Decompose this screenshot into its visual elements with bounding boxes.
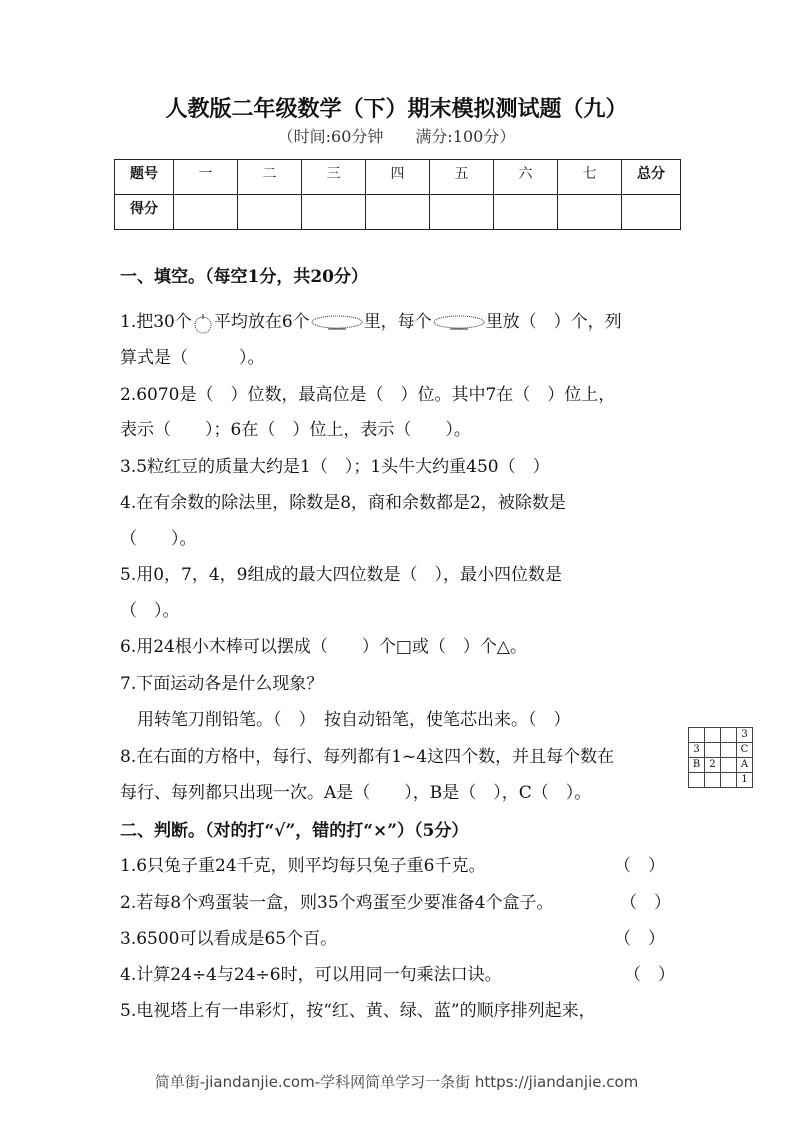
question-line: 用转笔刀削铅笔。（ ） 按自动铅笔，使笔芯出来。（ ） [120, 710, 571, 730]
number-grid [688, 727, 753, 788]
grid-cell: 3 [689, 743, 705, 758]
grid-cell [689, 728, 705, 743]
question-line: 表示（ ）；6在（ ）位上，表示（ ）。 [120, 420, 471, 440]
grid-cell [705, 728, 721, 743]
subtitle: （时间:60分钟 满分:100分） [277, 127, 516, 146]
judgment-item: 5.电视塔上有一串彩灯，按“红、黄、绿、蓝”的顺序排列起来， [120, 1001, 596, 1021]
grid-cell [721, 758, 737, 773]
score-cell [174, 195, 238, 230]
score-cell [558, 195, 622, 230]
page-title: 人教版二年级数学（下）期末模拟测试题（九） [165, 96, 628, 122]
score-row-label: 得分 [115, 195, 174, 230]
score-cell [430, 195, 494, 230]
grid-cell: 2 [705, 758, 721, 773]
question-line: 6.用24根小木棒可以摆成（ ）个□或（ ）个△。 [120, 637, 527, 657]
answer-bracket: （ ） [614, 856, 665, 876]
judgment-item: 3.6500可以看成是65个百。 [120, 929, 338, 949]
question-1: 1.把30个 平均放在6个 里，每个 里放（ ）个，列 [120, 312, 622, 332]
question-line: 每行、每列都只出现一次。A是（ ），B是（ ），C（ ）。 [120, 783, 592, 803]
score-table [114, 159, 681, 230]
grid-cell [705, 773, 721, 788]
footer-watermark: 简单街-jiandanjie.com-学科网简单学习一条街 https://jiandanjie.com [154, 1073, 639, 1091]
score-header-cell: 二 [238, 160, 302, 195]
question-line: 5.用0，7，4，9组成的最大四位数是（ ），最小四位数是 [120, 565, 562, 585]
score-header-cell: 一 [174, 160, 238, 195]
grid-cell: A [737, 758, 753, 773]
score-header-cell: 七 [558, 160, 622, 195]
question-line: 4.在有余数的除法里，除数是8，商和余数都是2，被除数是 [120, 493, 566, 513]
answer-bracket: （ ） [620, 893, 671, 913]
grid-cell [721, 743, 737, 758]
question-line: （ ）。 [120, 601, 180, 621]
question-line: 7.下面运动各是什么现象？ [120, 674, 324, 694]
score-header-cell: 总分 [622, 160, 681, 195]
score-cell [622, 195, 681, 230]
answer-bracket: （ ） [614, 929, 665, 949]
question-1-cont: 算式是（ ）。 [120, 348, 265, 368]
grid-cell: 3 [737, 728, 753, 743]
grid-cell [721, 728, 737, 743]
grid-cell [705, 743, 721, 758]
question-line: 2.6070是（ ）位数，最高位是（ ）位。其中7在（ ）位上， [120, 385, 616, 405]
section2-heading: 二、判断。（对的打“√”，错的打“×”）（5分） [120, 821, 469, 841]
grid-cell: B [689, 758, 705, 773]
score-header-cell: 六 [494, 160, 558, 195]
grid-cell: 1 [737, 773, 753, 788]
grid-cell [721, 773, 737, 788]
score-cell [494, 195, 558, 230]
score-header-cell: 题号 [115, 160, 174, 195]
grid-cell [689, 773, 705, 788]
score-header-cell: 五 [430, 160, 494, 195]
plate-icon [310, 315, 364, 331]
score-header-cell: 四 [366, 160, 430, 195]
answer-bracket: （ ） [624, 965, 675, 985]
plate-icon [432, 315, 486, 331]
score-cell [238, 195, 302, 230]
section1-heading: 一、填空。（每空1分，共20分） [120, 267, 368, 287]
judgment-item: 4.计算24÷4与24÷6时，可以用同一句乘法口诀。 [120, 965, 502, 985]
judgment-item: 1.6只兔子重24千克，则平均每只兔子重6千克。 [120, 856, 486, 876]
score-cell [302, 195, 366, 230]
question-line: （ ）。 [120, 529, 197, 549]
apple-icon [192, 312, 214, 334]
question-line: 8.在右面的方格中，每行、每列都有1~4这四个数，并且每个数在 [120, 747, 615, 767]
question-line: 3.5粒红豆的质量大约是1（ ）；1头牛大约重450（ ） [120, 457, 550, 477]
judgment-item: 2.若每8个鸡蛋装一盒，则35个鸡蛋至少要准备4个盒子。 [120, 893, 554, 913]
grid-cell: C [737, 743, 753, 758]
score-cell [366, 195, 430, 230]
score-header-cell: 三 [302, 160, 366, 195]
